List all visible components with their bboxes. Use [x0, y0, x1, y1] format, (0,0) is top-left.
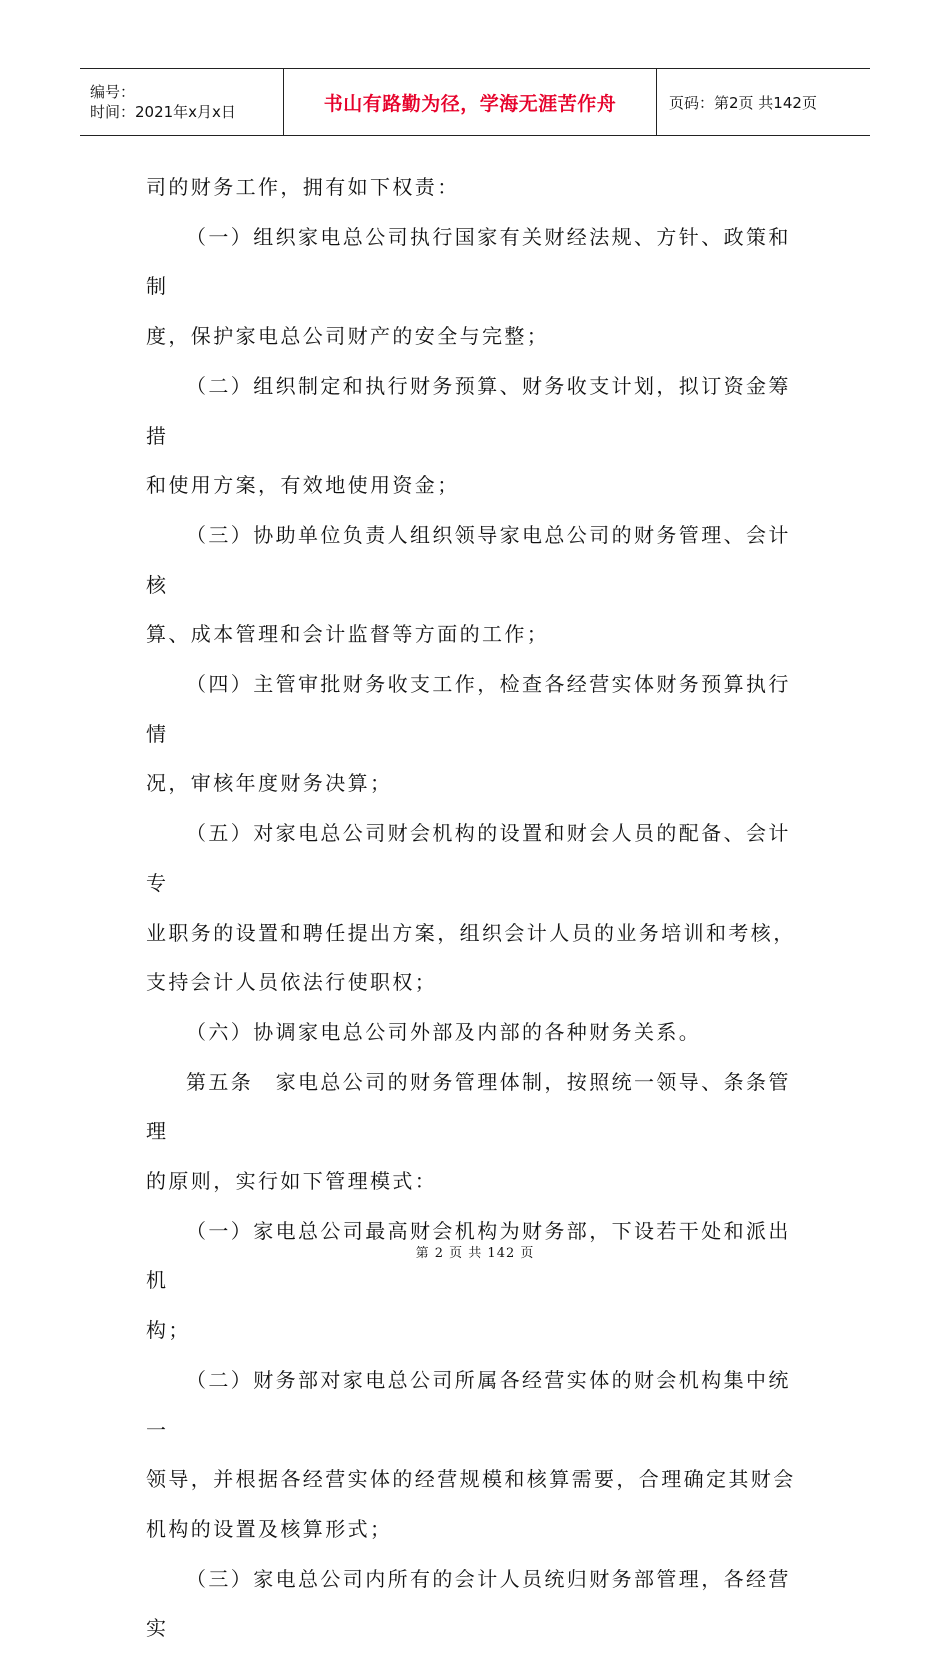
line-text: 算、成本管理和会计监督等方面的工作； — [146, 622, 550, 647]
line-text: （三）协助单位负责人组织领导家电总公司的财务管理、会计核 — [146, 522, 791, 597]
line-text: （一）组织家电总公司执行国家有关财经法规、方针、政策和制 — [146, 224, 791, 299]
text-line — [146, 1505, 806, 1555]
text-line — [146, 660, 806, 759]
text-line — [146, 1157, 806, 1207]
line-text: （五）对家电总公司财会机构的设置和财会人员的配备、会计专 — [146, 821, 791, 895]
line-text: （三）家电总公司内所有的会计人员统归财务部管理，各经营实 — [146, 1566, 791, 1641]
line-text: 机构的设置及核算形式； — [146, 1516, 393, 1541]
text-line — [146, 461, 806, 511]
line-text: （二）财务部对家电总公司所属各经营实体的财会机构集中统一 — [146, 1367, 791, 1442]
text-line — [146, 312, 806, 362]
document-number-label: 编号： — [90, 83, 136, 101]
text-line — [146, 163, 806, 213]
line-text: （四）主管审批财务收支工作，检查各经营实体财务预算执行情 — [146, 672, 791, 746]
text-line — [146, 213, 806, 312]
line-text: （六）协调家电总公司外部及内部的各种财务关系。 — [186, 1019, 702, 1044]
text-line — [146, 759, 806, 809]
line-text: 度，保护家电总公司财产的安全与完整； — [146, 324, 550, 349]
page-header — [80, 68, 870, 136]
line-text: （二）组织制定和执行财务预算、财务收支计划，拟订资金筹措 — [146, 373, 791, 448]
document-time-label: 时间：2021年x月x日 — [90, 103, 236, 121]
text-line — [146, 1555, 806, 1654]
document-body — [146, 163, 806, 1654]
text-line — [146, 362, 806, 461]
text-line — [146, 909, 806, 959]
line-text: （一）家电总公司最高财会机构为财务部，下设若干处和派出机 — [146, 1218, 791, 1293]
text-line — [146, 809, 806, 908]
text-line — [146, 1356, 806, 1455]
text-line — [146, 1008, 806, 1058]
text-line — [146, 1058, 806, 1157]
line-text: 况，审核年度财务决算； — [146, 771, 393, 796]
header-meta — [80, 69, 283, 135]
line-text: 业职务的设置和聘任提出方案，组织会计人员的业务培训和考核， — [146, 920, 796, 945]
header-page-info: 页码：第2页 共142页 — [669, 93, 817, 112]
text-line — [146, 511, 806, 610]
line-text: 和使用方案，有效地使用资金； — [146, 473, 460, 498]
line-text: 司的财务工作，拥有如下权责： — [146, 175, 460, 199]
line-text: 支持会计人员依法行使职权； — [146, 970, 438, 995]
page-footer: 第 2 页 共 142 页 — [415, 1246, 535, 1261]
line-text: 构； — [146, 1318, 191, 1343]
line-text: 领导，并根据各经营实体的经营规模和核算需要，合理确定其财会 — [146, 1467, 796, 1492]
line-text: 第五条 家电总公司的财务管理体制，按照统一领导、条条管理 — [146, 1069, 791, 1144]
text-line — [146, 958, 806, 1008]
text-line — [146, 1455, 806, 1505]
line-text: 的原则，实行如下管理模式： — [146, 1169, 438, 1194]
text-line — [146, 1306, 806, 1356]
header-motto: 书山有路勤为径，学海无涯苦作舟 — [283, 69, 657, 135]
text-line — [146, 610, 806, 660]
